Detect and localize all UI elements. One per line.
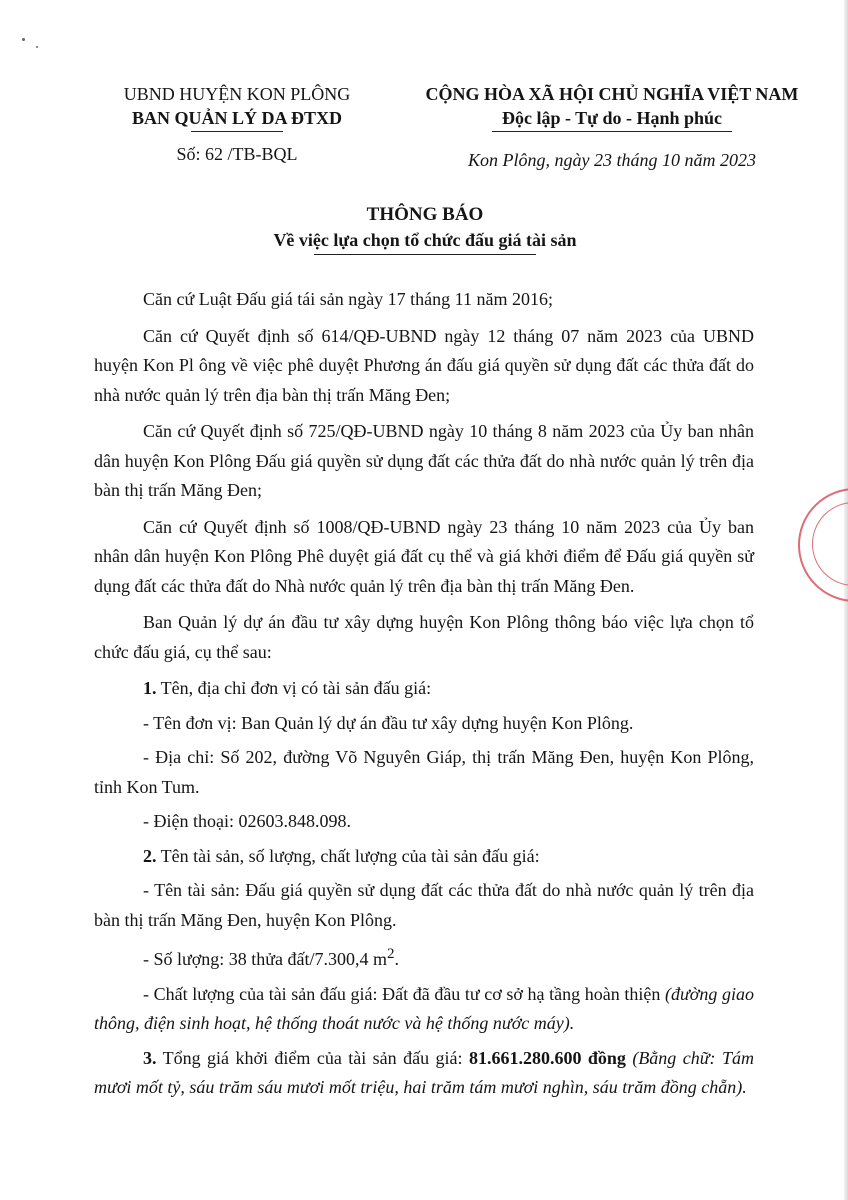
document-body xyxy=(94,285,754,1108)
asset-name: - Tên tài sản: Đấu giá quyền sử dụng đất các thửa đất do nhà nước quản lý trên địa bàn thị trấn Măng Đen, huyện Kon Plông. xyxy=(94,880,754,930)
asset-quality-detail: (đường giao thông, điện sinh hoạt, hệ thống thoát nước và hệ thống nước máy). xyxy=(94,983,755,1033)
parent-agency: UBND HUYỆN KON PLÔNG xyxy=(123,84,351,104)
starting-price: 81.661.280.600 đồng xyxy=(468,1047,626,1068)
announcement-intro: Ban Quản lý dự án đầu tư xây dựng huyện Kon Plông thông báo việc lựa chọn tổ chức đấu giá, cụ thể sau: xyxy=(94,612,754,662)
section-2-number: 2. xyxy=(143,845,157,866)
document-number: Số: 62 /TB-BQL xyxy=(176,144,298,164)
document-subject: Về việc lựa chọn tổ chức đấu giá tài sản xyxy=(273,230,577,250)
issue-date: Kon Plông, ngày 23 tháng 10 năm 2023 xyxy=(468,150,756,170)
legal-basis-1: Căn cứ Luật Đấu giá tái sản ngày 17 tháng 11 năm 2016; xyxy=(143,289,553,309)
asset-quality-text: - Chất lượng của tài sản đấu giá: Đất đã đầu tư cơ sở hạ tầng hoàn thiện xyxy=(143,983,665,1004)
red-seal-inner-ring xyxy=(812,502,848,586)
legal-basis-2: Căn cứ Quyết định số 614/QĐ-UBND ngày 12 tháng 07 năm 2023 của UBND huyện Kon Pl ông về việc phê duyệt Phương án đấu giá quyền sử dụng đất các thửa đất do nhà nước quản lý trên địa bàn thị trấn Măng Đen; xyxy=(94,325,754,405)
title-block xyxy=(120,202,730,255)
document-title: THÔNG BÁO xyxy=(366,204,484,225)
agency-underline xyxy=(191,131,283,132)
section-1-heading xyxy=(94,674,754,704)
section-1-number: 1. xyxy=(143,678,157,698)
asset-quantity xyxy=(94,940,754,975)
red-seal-stamp xyxy=(798,488,848,602)
scan-speck xyxy=(22,38,25,41)
issuing-agency: BAN QUẢN LÝ DA ĐTXD xyxy=(131,108,342,128)
section-1-title: Tên, địa chỉ đơn vị có tài sản đấu giá: xyxy=(156,678,432,698)
national-title: CỘNG HÒA XÃ HỘI CHỦ NGHĨA VIỆT NAM xyxy=(425,84,799,104)
unit-phone: - Điện thoại: 02603.848.098. xyxy=(143,811,351,831)
section-3-text: Tổng giá khởi điểm của tài sản đấu giá: xyxy=(156,1047,469,1068)
legal-basis-3: Căn cứ Quyết định số 725/QĐ-UBND ngày 10 tháng 8 năm 2023 của Ủy ban nhân dân huyện Kon Plông Đấu giá quyền sử dụng đất các thửa đất do nhà nước quản lý trên địa bàn thị trấn Măng Đen; xyxy=(94,421,754,500)
motto-underline xyxy=(492,131,732,132)
national-heading-block xyxy=(392,82,832,172)
scan-speck xyxy=(36,46,38,48)
asset-quality xyxy=(94,980,754,1039)
section-2-heading xyxy=(94,842,754,872)
asset-quantity-end: . xyxy=(394,949,400,969)
unit-address: - Địa chỉ: Số 202, đường Võ Nguyên Giáp, thị trấn Măng Đen, huyện Kon Plông, tỉnh Kon Tum. xyxy=(94,747,754,797)
national-motto: Độc lập - Tự do - Hạnh phúc xyxy=(501,108,723,128)
section-2-title: Tên tài sản, số lượng, chất lượng của tài sản đấu giá: xyxy=(156,845,540,866)
unit-name: - Tên đơn vị: Ban Quản lý dự án đầu tư xây dựng huyện Kon Plông. xyxy=(143,712,634,733)
section-3-number: 3. xyxy=(143,1047,157,1068)
subject-underline xyxy=(314,254,536,255)
asset-quantity-text: - Số lượng: 38 thửa đất/7.300,4 m xyxy=(143,949,388,969)
issuing-agency-block xyxy=(72,82,402,166)
area-unit-superscript: 2 xyxy=(387,946,395,962)
section-3-paragraph xyxy=(94,1044,754,1103)
legal-basis-4: Căn cứ Quyết định số 1008/QĐ-UBND ngày 23 tháng 10 năm 2023 của Ủy ban nhân dân huyện Kon Plông Phê duyệt giá đất cụ thể và giá khởi điểm để Đấu giá quyền sử dụng đất các thửa đất do Nhà nước quản lý trên địa bàn thị trấn Măng Đen. xyxy=(94,516,754,596)
starting-price-in-words: (Bằng chữ: Tám mươi mốt tỷ, sáu trăm sáu mươi mốt triệu, hai trăm tám mươi nghìn, sáu trăm đồng chẵn). xyxy=(94,1047,754,1097)
